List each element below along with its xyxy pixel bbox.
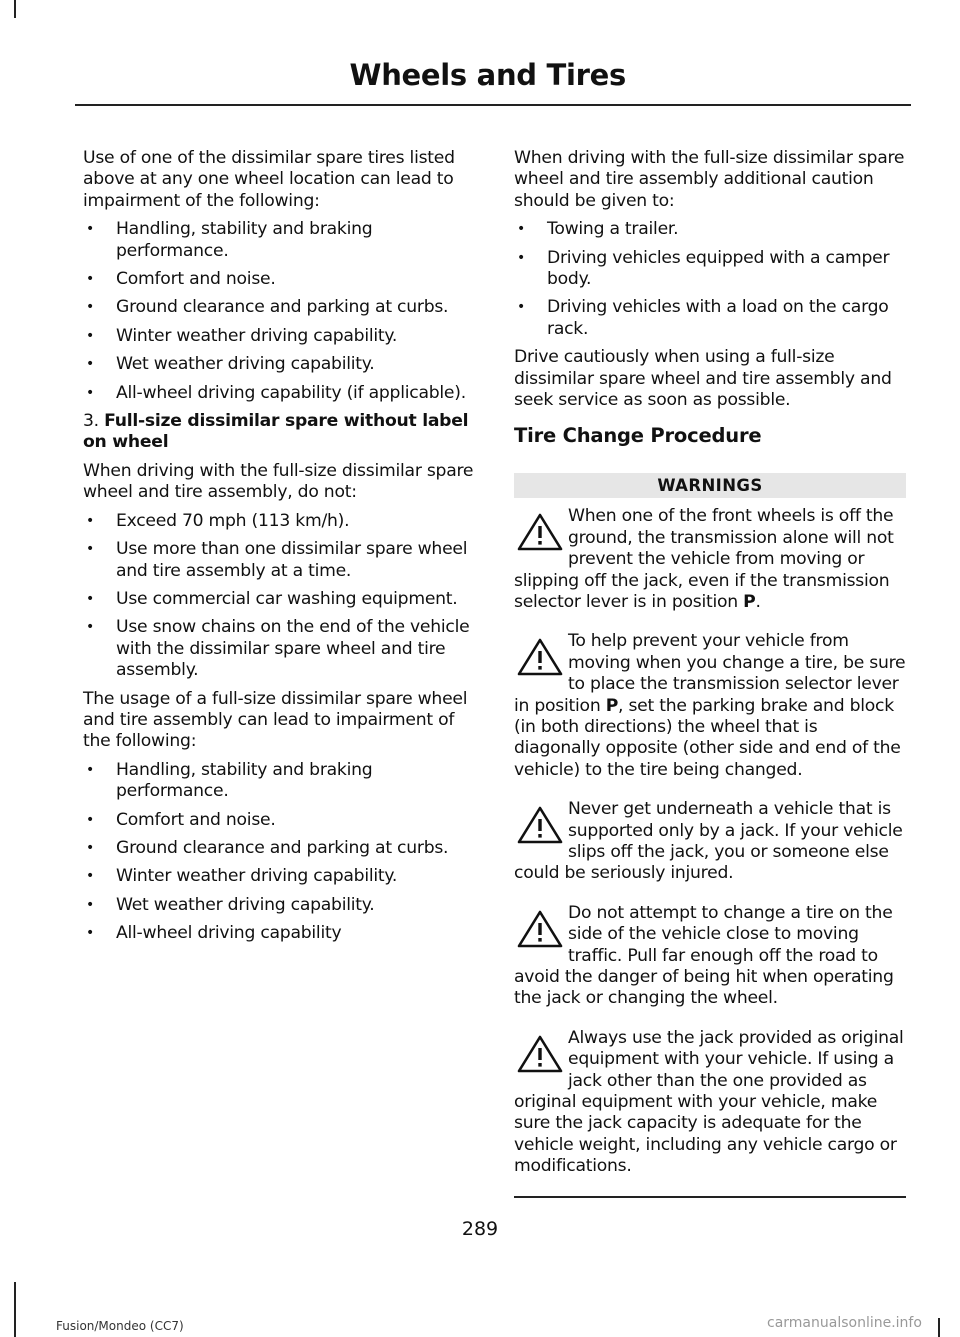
do-not-list <box>83 511 475 682</box>
warning-item <box>514 1028 906 1178</box>
list-item: • Comfort and noise. <box>83 810 475 831</box>
warning-text: To help prevent your vehicle from moving when you change a tire, be sure to place the transmission selector lever in position P, set the parking brake and block (in both directions) the wheel that is diagonally opposite (other side and end of the vehicle) to the tire being changed. <box>514 631 906 780</box>
item-title: Full-size dissimilar spare without label on wheel <box>83 411 469 453</box>
list-item: • Towing a trailer. <box>514 219 906 240</box>
page-title: Wheels and Tires <box>349 58 626 92</box>
warnings-end-rule <box>514 1196 906 1198</box>
list-item: • Winter weather driving capability. <box>83 866 475 887</box>
list-item: • Ground clearance and parking at curbs. <box>83 297 475 318</box>
left-para-3: The usage of a full-size dissimilar spare wheel and tire assembly can lead to impairment of the following: <box>83 688 468 752</box>
page-number: 289 <box>461 1218 499 1240</box>
warning-triangle-icon <box>514 805 568 845</box>
item-number: 3. <box>83 411 99 432</box>
warning-triangle-icon <box>514 1034 568 1074</box>
list-item: • Handling, stability and braking performance. <box>83 219 475 262</box>
left-para-2: When driving with the full-size dissimilar spare wheel and tire assembly, do not: <box>83 460 474 503</box>
warning-item <box>514 506 906 613</box>
list-item: • Use commercial car washing equipment. <box>83 589 475 610</box>
list-item: • Handling, stability and braking performance. <box>83 760 475 803</box>
section-heading: Tire Change Procedure <box>514 424 762 448</box>
header-rule <box>75 104 911 106</box>
warning-triangle-icon <box>514 909 568 949</box>
list-item: • All-wheel driving capability <box>83 923 475 944</box>
warning-triangle-icon <box>514 512 568 552</box>
caution-list <box>514 219 906 340</box>
crop-mark <box>14 1282 16 1337</box>
left-column <box>83 148 475 952</box>
right-column <box>514 148 906 1198</box>
list-item: • Use snow chains on the end of the vehicle with the dissimilar spare wheel and tire assembly. <box>83 617 475 681</box>
warning-text: When one of the front wheels is off the ground, the transmission alone will not prevent the vehicle from moving or slipping off the jack, even if the transmission selector lever is in position P. <box>514 506 894 612</box>
right-para-2: Drive cautiously when using a full-size dissimilar spare wheel and tire assembly and seek service as soon as possible. <box>514 347 892 411</box>
impairment-list-2 <box>83 760 475 945</box>
list-item: • Driving vehicles equipped with a camper body. <box>514 248 906 291</box>
warning-triangle-icon <box>514 637 568 677</box>
list-item: • Wet weather driving capability. <box>83 895 475 916</box>
warning-text: Always use the jack provided as original equipment with your vehicle. If using a jack other than the one provided as original equipment with your vehicle, make sure the jack capacity is adequate for the vehicle weight, including any vehicle cargo or modifications. <box>514 1027 904 1177</box>
crop-mark <box>14 0 16 18</box>
list-item: • Use more than one dissimilar spare wheel and tire assembly at a time. <box>83 539 475 582</box>
warning-text: Never get underneath a vehicle that is supported only by a jack. If your vehicle slips off the jack, you or someone else could be seriously injured. <box>514 799 903 884</box>
impairment-list <box>83 219 475 404</box>
right-intro: When driving with the full-size dissimilar spare wheel and tire assembly additional caution should be given to: <box>514 148 905 211</box>
list-item: • Comfort and noise. <box>83 269 475 290</box>
footer-model: Fusion/Mondeo (CC7) <box>56 1319 184 1333</box>
warning-item <box>514 631 906 781</box>
list-item: • Exceed 70 mph (113 km/h). <box>83 511 475 532</box>
list-item: • Winter weather driving capability. <box>83 326 475 347</box>
numbered-heading <box>83 411 475 454</box>
list-item: • All-wheel driving capability (if applicable). <box>83 383 475 404</box>
crop-mark <box>938 1318 940 1337</box>
warnings-header: WARNINGS <box>514 473 906 498</box>
list-item: • Wet weather driving capability. <box>83 354 475 375</box>
warning-item <box>514 903 906 1010</box>
warning-text: Do not attempt to change a tire on the side of the vehicle close to moving traffic. Pull far enough off the road to avoid the danger of being hit when operating the jack or changing the wheel. <box>514 902 894 1009</box>
list-item: • Ground clearance and parking at curbs. <box>83 838 475 859</box>
watermark: carmanualsonline.info <box>767 1315 922 1331</box>
list-item: • Driving vehicles with a load on the cargo rack. <box>514 297 906 340</box>
warning-item <box>514 799 906 885</box>
left-intro: Use of one of the dissimilar spare tires listed above at any one wheel location can lead to impairment of the following: <box>83 148 455 211</box>
